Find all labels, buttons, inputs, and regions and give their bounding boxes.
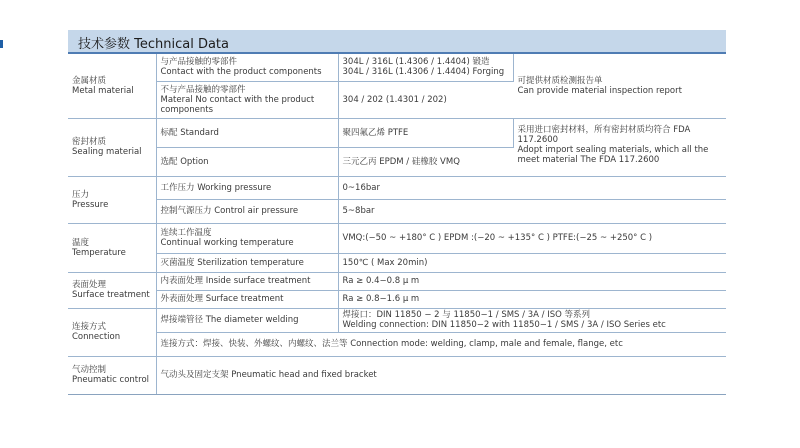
item-label-en: Materal No contact with the product components — [160, 94, 315, 115]
category-label-en: Temperature — [72, 247, 126, 258]
table-row — [68, 176, 726, 199]
sealing-option-value: 三元乙丙 EPDM / 硅橡胶 VMQ — [338, 147, 513, 176]
value-line: Welding connection: DIN 11850−2 with 11850−1 / SMS / 3A / ISO Series etc — [342, 320, 666, 330]
metal-noncontact-item — [156, 81, 338, 118]
sealing-note — [513, 118, 726, 176]
section-title: 技术参数 Technical Data — [78, 37, 229, 52]
table-row — [68, 290, 726, 308]
pneumatic-category — [68, 356, 156, 394]
temperature-sterilization-item: 灭菌温度 Sterilization temperature — [156, 253, 338, 272]
table-row — [68, 332, 726, 356]
item-label-zh: 不与产品接触的零部件 — [160, 84, 246, 95]
table-row — [68, 223, 726, 253]
category-label-en: Pneumatic control — [72, 375, 150, 385]
temperature-category — [68, 223, 156, 272]
table-row — [68, 356, 726, 394]
metal-contact-value — [338, 54, 513, 81]
surface-inside-item: 内表面处理 Inside surface treatment — [156, 272, 338, 290]
category-label-en: Connection — [72, 332, 121, 342]
item-label-zh: 连续工作温度 — [160, 228, 212, 238]
item-label-en: Continual working temperature — [160, 238, 294, 248]
sealing-standard-item: 标配 Standard — [156, 118, 338, 147]
table-row — [68, 199, 726, 223]
category-label-zh: 温度 — [72, 237, 90, 248]
connection-welding-value — [338, 308, 726, 332]
category-label-zh: 连接方式 — [72, 322, 107, 332]
category-label-en: Surface treatment — [72, 290, 150, 300]
sealing-category — [68, 118, 156, 176]
surface-category — [68, 272, 156, 308]
note-en: Adopt import sealing materials, which all the meet material The FDA 117.2600 — [517, 144, 709, 165]
value-line: 焊接口：DIN 11850 − 2 与 11850−1 / SMS / 3A / ISO 等系列 — [342, 310, 591, 320]
pressure-working-value: 0~16bar — [338, 176, 726, 199]
surface-outside-item: 外表面处理 Surface treatment — [156, 290, 338, 308]
metal-noncontact-value: 304 / 202 (1.4301 / 202) — [338, 81, 513, 118]
surface-outside-value: Ra ≥ 0.8−1.6 μ m — [338, 290, 726, 308]
category-label-zh: 气动控制 — [72, 365, 107, 375]
metal-category — [68, 54, 156, 118]
temperature-continuous-value: VMQ:(−50 ~ +180° C ) EPDM :(−20 ~ +135° C ) PTFE:(−25 ~ +250° C ) — [338, 223, 726, 253]
metal-note — [513, 54, 726, 118]
pressure-control-value: 5~8bar — [338, 199, 726, 223]
note-zh: 可提供材质检测报告单 — [517, 75, 603, 86]
value-line: 304L / 316L (1.4306 / 1.4404) Forging — [342, 67, 505, 78]
pressure-working-item: 工作压力 Working pressure — [156, 176, 338, 199]
table-row — [68, 118, 726, 147]
temperature-sterilization-value: 150℃ ( Max 20min) — [338, 253, 726, 272]
connection-category — [68, 308, 156, 356]
category-label-en: Pressure — [72, 199, 109, 210]
table-row — [68, 308, 726, 332]
temperature-continuous-item — [156, 223, 338, 253]
metal-contact-item — [156, 54, 338, 81]
accent-mark — [0, 40, 3, 48]
sealing-standard-value: 聚四氟乙烯 PTFE — [338, 118, 513, 147]
item-label-zh: 与产品接触的零部件 — [160, 57, 238, 68]
table-row — [68, 54, 726, 81]
value-line: 304L / 316L (1.4306 / 1.4404) 锻造 — [342, 57, 490, 68]
pressure-category — [68, 176, 156, 223]
technical-data-table — [68, 54, 726, 395]
connection-welding-item: 焊接端管径 The diameter welding — [156, 308, 338, 332]
table-row — [68, 272, 726, 290]
category-label-zh: 压力 — [72, 189, 90, 200]
sealing-option-item: 选配 Option — [156, 147, 338, 176]
category-label-zh: 密封材质 — [72, 137, 107, 147]
category-label-en: Metal material — [72, 85, 134, 96]
title-bar — [68, 30, 726, 54]
category-label-en: Sealing material — [72, 147, 142, 157]
note-en: Can provide material inspection report — [517, 85, 682, 96]
table-row — [68, 253, 726, 272]
pneumatic-value: 气动头及固定支架 Pneumatic head and fixed bracket — [156, 356, 726, 394]
connection-modes: 连接方式：焊接、快装、外螺纹、内螺纹、法兰等 Connection mode: welding, clamp, male and female, flange, etc — [156, 332, 726, 356]
item-label-en: Contact with the product components — [160, 67, 322, 78]
category-label-zh: 表面处理 — [72, 280, 107, 290]
category-label-zh: 金属材质 — [72, 75, 107, 86]
pressure-control-item: 控制气源压力 Control air pressure — [156, 199, 338, 223]
surface-inside-value: Ra ≥ 0.4−0.8 μ m — [338, 272, 726, 290]
note-zh: 采用进口密封材料，所有密封材质均符合 FDA 117.2600 — [517, 124, 691, 145]
